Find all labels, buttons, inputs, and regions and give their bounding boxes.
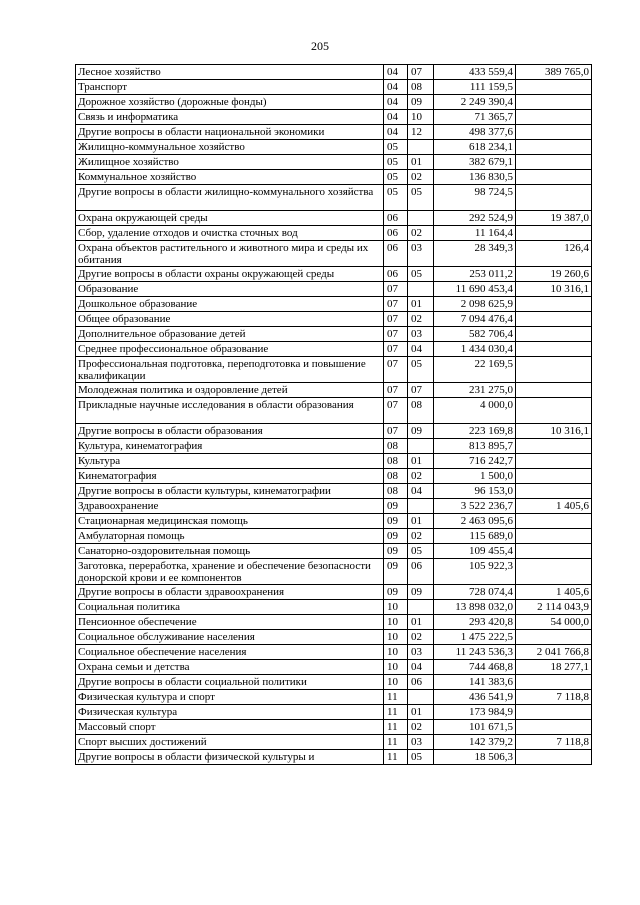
amount-cell: 109 455,4 (434, 544, 516, 559)
subvention-amount-cell (516, 469, 592, 484)
subsection-code-cell (408, 282, 434, 297)
table-row (76, 383, 592, 398)
subvention-amount-cell: 126,4 (516, 241, 592, 267)
subsection-code-cell: 02 (408, 469, 434, 484)
table-row (76, 559, 592, 585)
subvention-amount-cell (516, 439, 592, 454)
section-code-cell: 07 (384, 398, 408, 424)
amount-cell: 7 094 476,4 (434, 312, 516, 327)
subvention-amount-cell (516, 185, 592, 211)
subvention-amount-cell (516, 155, 592, 170)
subsection-code-cell: 02 (408, 170, 434, 185)
amount-cell: 22 169,5 (434, 357, 516, 383)
table-row (76, 439, 592, 454)
table-row (76, 690, 592, 705)
subsection-code-cell: 02 (408, 226, 434, 241)
subsection-code-cell: 03 (408, 645, 434, 660)
amount-cell: 292 524,9 (434, 211, 516, 226)
subsection-code-cell: 07 (408, 383, 434, 398)
subvention-amount-cell (516, 226, 592, 241)
subsection-code-cell: 05 (408, 750, 434, 765)
expense-name-cell: Жилищно-коммунальное хозяйство (76, 140, 384, 155)
section-code-cell: 04 (384, 95, 408, 110)
subvention-amount-cell (516, 750, 592, 765)
section-code-cell: 09 (384, 585, 408, 600)
expense-name-cell: Среднее профессиональное образование (76, 342, 384, 357)
table-row (76, 241, 592, 267)
section-code-cell: 06 (384, 241, 408, 267)
subsection-code-cell: 07 (408, 65, 434, 80)
subvention-amount-cell (516, 705, 592, 720)
expense-name-cell: Физическая культура и спорт (76, 690, 384, 705)
table-row (76, 660, 592, 675)
amount-cell: 142 379,2 (434, 735, 516, 750)
section-code-cell: 10 (384, 615, 408, 630)
table-row (76, 675, 592, 690)
subvention-amount-cell (516, 675, 592, 690)
subvention-amount-cell (516, 559, 592, 585)
table-row (76, 484, 592, 499)
table-row (76, 110, 592, 125)
amount-cell: 98 724,5 (434, 185, 516, 211)
amount-cell: 744 468,8 (434, 660, 516, 675)
amount-cell: 96 153,0 (434, 484, 516, 499)
expense-name-cell: Другие вопросы в области охраны окружающей среды (76, 267, 384, 282)
expense-name-cell: Прикладные научные исследования в области образования (76, 398, 384, 424)
subsection-code-cell: 06 (408, 559, 434, 585)
table-row (76, 600, 592, 615)
expense-name-cell: Социальная политика (76, 600, 384, 615)
subsection-code-cell: 08 (408, 80, 434, 95)
table-row (76, 211, 592, 226)
subsection-code-cell: 02 (408, 630, 434, 645)
subvention-amount-cell (516, 454, 592, 469)
subvention-amount-cell (516, 95, 592, 110)
subsection-code-cell: 09 (408, 585, 434, 600)
expense-name-cell: Лесное хозяйство (76, 65, 384, 80)
expense-name-cell: Массовый спорт (76, 720, 384, 735)
amount-cell: 11 164,4 (434, 226, 516, 241)
amount-cell: 115 689,0 (434, 529, 516, 544)
subvention-amount-cell: 2 114 043,9 (516, 600, 592, 615)
table-row (76, 514, 592, 529)
amount-cell: 433 559,4 (434, 65, 516, 80)
expense-name-cell: Культура, кинематография (76, 439, 384, 454)
expense-name-cell: Жилищное хозяйство (76, 155, 384, 170)
subvention-amount-cell (516, 327, 592, 342)
subvention-amount-cell (516, 357, 592, 383)
section-code-cell: 07 (384, 327, 408, 342)
table-row (76, 95, 592, 110)
subvention-amount-cell (516, 630, 592, 645)
subsection-code-cell: 05 (408, 544, 434, 559)
subvention-amount-cell: 54 000,0 (516, 615, 592, 630)
amount-cell: 223 169,8 (434, 424, 516, 439)
amount-cell: 1 475 222,5 (434, 630, 516, 645)
table-row (76, 469, 592, 484)
amount-cell: 728 074,4 (434, 585, 516, 600)
amount-cell: 716 242,7 (434, 454, 516, 469)
amount-cell: 4 000,0 (434, 398, 516, 424)
subsection-code-cell: 09 (408, 424, 434, 439)
subsection-code-cell: 01 (408, 705, 434, 720)
expense-name-cell: Спорт высших достижений (76, 735, 384, 750)
amount-cell: 231 275,0 (434, 383, 516, 398)
section-code-cell: 04 (384, 65, 408, 80)
subsection-code-cell: 08 (408, 398, 434, 424)
expense-name-cell: Связь и информатика (76, 110, 384, 125)
section-code-cell: 06 (384, 267, 408, 282)
section-code-cell: 07 (384, 342, 408, 357)
expense-name-cell: Стационарная медицинская помощь (76, 514, 384, 529)
table-row (76, 155, 592, 170)
expense-name-cell: Социальное обеспечение населения (76, 645, 384, 660)
amount-cell: 436 541,9 (434, 690, 516, 705)
expense-name-cell: Другие вопросы в области образования (76, 424, 384, 439)
subvention-amount-cell: 2 041 766,8 (516, 645, 592, 660)
amount-cell: 618 234,1 (434, 140, 516, 155)
subvention-amount-cell (516, 398, 592, 424)
table-row (76, 705, 592, 720)
subvention-amount-cell (516, 514, 592, 529)
subsection-code-cell (408, 690, 434, 705)
expense-name-cell: Физическая культура (76, 705, 384, 720)
expense-name-cell: Здравоохранение (76, 499, 384, 514)
section-code-cell: 05 (384, 170, 408, 185)
subvention-amount-cell: 7 118,8 (516, 690, 592, 705)
subsection-code-cell: 01 (408, 514, 434, 529)
subsection-code-cell: 04 (408, 342, 434, 357)
subvention-amount-cell (516, 342, 592, 357)
subsection-code-cell (408, 439, 434, 454)
section-code-cell: 08 (384, 439, 408, 454)
table-row (76, 454, 592, 469)
table-row (76, 282, 592, 297)
amount-cell: 2 098 625,9 (434, 297, 516, 312)
table-row (76, 750, 592, 765)
amount-cell: 582 706,4 (434, 327, 516, 342)
table-row (76, 544, 592, 559)
amount-cell: 11 243 536,3 (434, 645, 516, 660)
amount-cell: 13 898 032,0 (434, 600, 516, 615)
subvention-amount-cell: 19 260,6 (516, 267, 592, 282)
table-row (76, 65, 592, 80)
subvention-amount-cell (516, 312, 592, 327)
section-code-cell: 09 (384, 544, 408, 559)
subvention-amount-cell (516, 80, 592, 95)
subvention-amount-cell (516, 297, 592, 312)
amount-cell: 2 249 390,4 (434, 95, 516, 110)
subsection-code-cell: 05 (408, 185, 434, 211)
subsection-code-cell: 12 (408, 125, 434, 140)
section-code-cell: 05 (384, 185, 408, 211)
expense-name-cell: Общее образование (76, 312, 384, 327)
table-row (76, 630, 592, 645)
section-code-cell: 07 (384, 297, 408, 312)
section-code-cell: 09 (384, 514, 408, 529)
section-code-cell: 10 (384, 600, 408, 615)
expense-name-cell: Другие вопросы в области физической культуры и (76, 750, 384, 765)
section-code-cell: 08 (384, 454, 408, 469)
expense-name-cell: Дошкольное образование (76, 297, 384, 312)
expense-name-cell: Молодежная политика и оздоровление детей (76, 383, 384, 398)
expense-name-cell: Другие вопросы в области здравоохранения (76, 585, 384, 600)
subsection-code-cell (408, 211, 434, 226)
section-code-cell: 10 (384, 630, 408, 645)
section-code-cell: 07 (384, 383, 408, 398)
expense-name-cell: Коммунальное хозяйство (76, 170, 384, 185)
expense-name-cell: Сбор, удаление отходов и очистка сточных вод (76, 226, 384, 241)
table-row (76, 424, 592, 439)
subsection-code-cell: 02 (408, 312, 434, 327)
table-row (76, 327, 592, 342)
table-row (76, 185, 592, 211)
subsection-code-cell: 02 (408, 720, 434, 735)
table-row (76, 499, 592, 514)
section-code-cell: 06 (384, 211, 408, 226)
amount-cell: 101 671,5 (434, 720, 516, 735)
subsection-code-cell: 01 (408, 454, 434, 469)
table-row (76, 735, 592, 750)
section-code-cell: 06 (384, 226, 408, 241)
amount-cell: 1 434 030,4 (434, 342, 516, 357)
subsection-code-cell (408, 600, 434, 615)
amount-cell: 11 690 453,4 (434, 282, 516, 297)
table-row (76, 615, 592, 630)
expense-name-cell: Культура (76, 454, 384, 469)
budget-table (75, 64, 592, 765)
subvention-amount-cell (516, 720, 592, 735)
expense-name-cell: Охрана объектов растительного и животного мира и среды их обитания (76, 241, 384, 267)
subvention-amount-cell: 7 118,8 (516, 735, 592, 750)
subvention-amount-cell (516, 529, 592, 544)
subvention-amount-cell: 10 316,1 (516, 282, 592, 297)
table-row (76, 297, 592, 312)
subvention-amount-cell: 1 405,6 (516, 585, 592, 600)
expense-name-cell: Дорожное хозяйство (дорожные фонды) (76, 95, 384, 110)
amount-cell: 813 895,7 (434, 439, 516, 454)
subsection-code-cell (408, 499, 434, 514)
expense-name-cell: Социальное обслуживание населения (76, 630, 384, 645)
table-row (76, 125, 592, 140)
amount-cell: 28 349,3 (434, 241, 516, 267)
table-row (76, 342, 592, 357)
amount-cell: 173 984,9 (434, 705, 516, 720)
subvention-amount-cell: 18 277,1 (516, 660, 592, 675)
expense-name-cell: Транспорт (76, 80, 384, 95)
subsection-code-cell: 01 (408, 297, 434, 312)
amount-cell: 18 506,3 (434, 750, 516, 765)
section-code-cell: 08 (384, 469, 408, 484)
subvention-amount-cell (516, 125, 592, 140)
amount-cell: 253 011,2 (434, 267, 516, 282)
section-code-cell: 07 (384, 424, 408, 439)
section-code-cell: 04 (384, 80, 408, 95)
expense-name-cell: Дополнительное образование детей (76, 327, 384, 342)
table-row (76, 312, 592, 327)
table-row (76, 529, 592, 544)
subsection-code-cell: 01 (408, 615, 434, 630)
expense-name-cell: Заготовка, переработка, хранение и обеспечение безопасности донорской крови и ее компонентов (76, 559, 384, 585)
subsection-code-cell: 05 (408, 357, 434, 383)
subsection-code-cell: 03 (408, 735, 434, 750)
subvention-amount-cell (516, 383, 592, 398)
amount-cell: 498 377,6 (434, 125, 516, 140)
amount-cell: 1 500,0 (434, 469, 516, 484)
expense-name-cell: Другие вопросы в области культуры, кинематографии (76, 484, 384, 499)
expense-name-cell: Профессиональная подготовка, переподготовка и повышение квалификации (76, 357, 384, 383)
section-code-cell: 04 (384, 125, 408, 140)
table-row (76, 170, 592, 185)
expense-name-cell: Охрана окружающей среды (76, 211, 384, 226)
section-code-cell: 11 (384, 720, 408, 735)
section-code-cell: 07 (384, 357, 408, 383)
section-code-cell: 09 (384, 559, 408, 585)
subvention-amount-cell: 19 387,0 (516, 211, 592, 226)
section-code-cell: 09 (384, 529, 408, 544)
section-code-cell: 08 (384, 484, 408, 499)
subsection-code-cell: 05 (408, 267, 434, 282)
section-code-cell: 05 (384, 140, 408, 155)
amount-cell: 136 830,5 (434, 170, 516, 185)
section-code-cell: 07 (384, 312, 408, 327)
subvention-amount-cell: 1 405,6 (516, 499, 592, 514)
subvention-amount-cell (516, 140, 592, 155)
section-code-cell: 04 (384, 110, 408, 125)
expense-name-cell: Другие вопросы в области социальной политики (76, 675, 384, 690)
section-code-cell: 09 (384, 499, 408, 514)
subsection-code-cell: 04 (408, 484, 434, 499)
subvention-amount-cell (516, 484, 592, 499)
section-code-cell: 11 (384, 690, 408, 705)
subsection-code-cell: 03 (408, 241, 434, 267)
table-row (76, 585, 592, 600)
subvention-amount-cell: 389 765,0 (516, 65, 592, 80)
subsection-code-cell: 06 (408, 675, 434, 690)
subsection-code-cell: 09 (408, 95, 434, 110)
subsection-code-cell (408, 140, 434, 155)
section-code-cell: 10 (384, 645, 408, 660)
amount-cell: 2 463 095,6 (434, 514, 516, 529)
page-number: 205 (311, 39, 329, 53)
table-row (76, 140, 592, 155)
expense-name-cell: Другие вопросы в области жилищно-коммунального хозяйства (76, 185, 384, 211)
subsection-code-cell: 10 (408, 110, 434, 125)
section-code-cell: 05 (384, 155, 408, 170)
section-code-cell: 11 (384, 750, 408, 765)
amount-cell: 105 922,3 (434, 559, 516, 585)
expense-name-cell: Другие вопросы в области национальной экономики (76, 125, 384, 140)
table-row (76, 720, 592, 735)
amount-cell: 141 383,6 (434, 675, 516, 690)
amount-cell: 3 522 236,7 (434, 499, 516, 514)
table-row (76, 267, 592, 282)
expense-name-cell: Амбулаторная помощь (76, 529, 384, 544)
expense-name-cell: Охрана семьи и детства (76, 660, 384, 675)
subvention-amount-cell: 10 316,1 (516, 424, 592, 439)
expense-name-cell: Образование (76, 282, 384, 297)
subvention-amount-cell (516, 544, 592, 559)
amount-cell: 382 679,1 (434, 155, 516, 170)
table-row (76, 226, 592, 241)
section-code-cell: 07 (384, 282, 408, 297)
section-code-cell: 11 (384, 705, 408, 720)
amount-cell: 293 420,8 (434, 615, 516, 630)
subsection-code-cell: 04 (408, 660, 434, 675)
section-code-cell: 11 (384, 735, 408, 750)
subsection-code-cell: 01 (408, 155, 434, 170)
table-row (76, 80, 592, 95)
section-code-cell: 10 (384, 675, 408, 690)
amount-cell: 111 159,5 (434, 80, 516, 95)
subvention-amount-cell (516, 170, 592, 185)
table-row (76, 398, 592, 424)
section-code-cell: 10 (384, 660, 408, 675)
table-row (76, 645, 592, 660)
subsection-code-cell: 02 (408, 529, 434, 544)
table-row (76, 357, 592, 383)
expense-name-cell: Кинематография (76, 469, 384, 484)
expense-name-cell: Пенсионное обеспечение (76, 615, 384, 630)
subvention-amount-cell (516, 110, 592, 125)
expense-name-cell: Санаторно-оздоровительная помощь (76, 544, 384, 559)
subsection-code-cell: 03 (408, 327, 434, 342)
amount-cell: 71 365,7 (434, 110, 516, 125)
